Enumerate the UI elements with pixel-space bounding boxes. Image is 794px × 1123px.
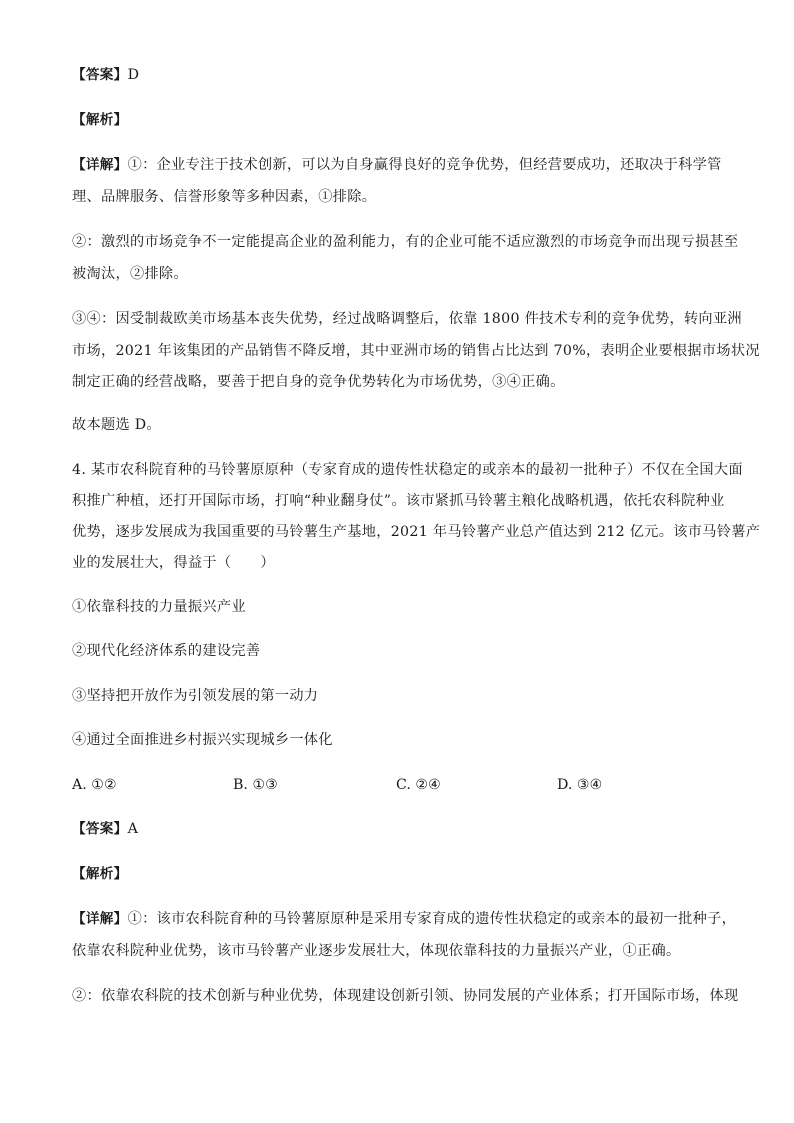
analysis-heading: 【解析】 (72, 112, 128, 128)
analysis-heading: 【解析】 (72, 866, 128, 882)
answer-line-2 (72, 819, 138, 839)
answer-label: 【答案】 (72, 67, 128, 83)
paragraph-line: 被淘汰，②排除。 (72, 266, 188, 282)
paragraph-line: 市场，2021 年该集团的产品销售不降反增，其中亚洲市场的销售占比达到 70%，表明企业要根据市场状况 (72, 343, 760, 359)
answer-label: 【答案】 (72, 821, 128, 837)
detail-paragraph-line (72, 909, 736, 929)
question-stem-line: 优势，逐步发展成为我国重要的马铃薯生产基地，2021 年马铃薯产业总产值达到 212 亿元。该市马铃薯产 (72, 524, 761, 540)
option-b: B. ①③ (233, 777, 278, 793)
question-stem-line: 积推广种植，还打开国际市场，打响“种业翻身仗”。该市紧抓马铃薯主粮化战略机遇，依托农科院种业 (72, 493, 725, 509)
detail-text: ①：企业专注于技术创新，可以为自身赢得良好的竞争优势，但经营要成功，还取决于科学管 (127, 157, 722, 173)
paragraph-line: 制定正确的经营战略，要善于把自身的竞争优势转化为市场优势，③④正确。 (72, 374, 565, 390)
detail-text: ①：该市农科院育种的马铃薯原原种是采用专家育成的遗传性状稳定的或亲本的最初一批种子， (127, 911, 737, 927)
answer-value: A (127, 821, 139, 837)
paragraph-line: ②：依靠农科院的技术创新与种业优势，体现建设创新引领、协同发展的产业体系；打开国际市场，体现 (72, 988, 739, 1004)
detail-label: 【详解】 (72, 911, 128, 927)
option-c: C. ②④ (396, 777, 441, 793)
detail-paragraph-line (72, 155, 722, 175)
option-d: D. ③④ (557, 777, 603, 793)
paragraph-line: 理、品牌服务、信誉形象等多种因素，①排除。 (72, 189, 377, 205)
paragraph-line: ③④：因受制裁欧美市场基本丧失优势，经过战略调整后，依靠 1800 件技术专利的竞争优势，转向亚洲 (72, 311, 742, 327)
detail-label: 【详解】 (72, 157, 128, 173)
conclusion-line: 故本题选 D。 (72, 417, 161, 433)
answer-line-1 (72, 65, 139, 85)
statement-item: ④通过全面推进乡村振兴实现城乡一体化 (72, 732, 333, 748)
paragraph-line: 依靠农科院种业优势，该市马铃薯产业逐步发展壮大，体现依靠科技的力量振兴产业，①正确。 (72, 943, 681, 959)
statement-item: ②现代化经济体系的建设完善 (72, 643, 261, 659)
statement-item: ③坚持把开放作为引领发展的第一动力 (72, 688, 319, 704)
question-stem-line: 4. 某市农科院育种的马铃薯原原种（专家育成的遗传性状稳定的或亲本的最初一批种子）不仅在全国大面 (72, 462, 743, 478)
option-a: A. ①② (72, 777, 117, 793)
statement-item: ①依靠科技的力量振兴产业 (72, 599, 246, 615)
paragraph-line: ②：激烈的市场竞争不一定能提高企业的盈利能力，有的企业可能不适应激烈的市场竞争而出现亏损甚至 (72, 234, 739, 250)
answer-value: D (127, 67, 140, 83)
question-stem-line: 业的发展壮大，得益于（ ） (72, 555, 275, 571)
